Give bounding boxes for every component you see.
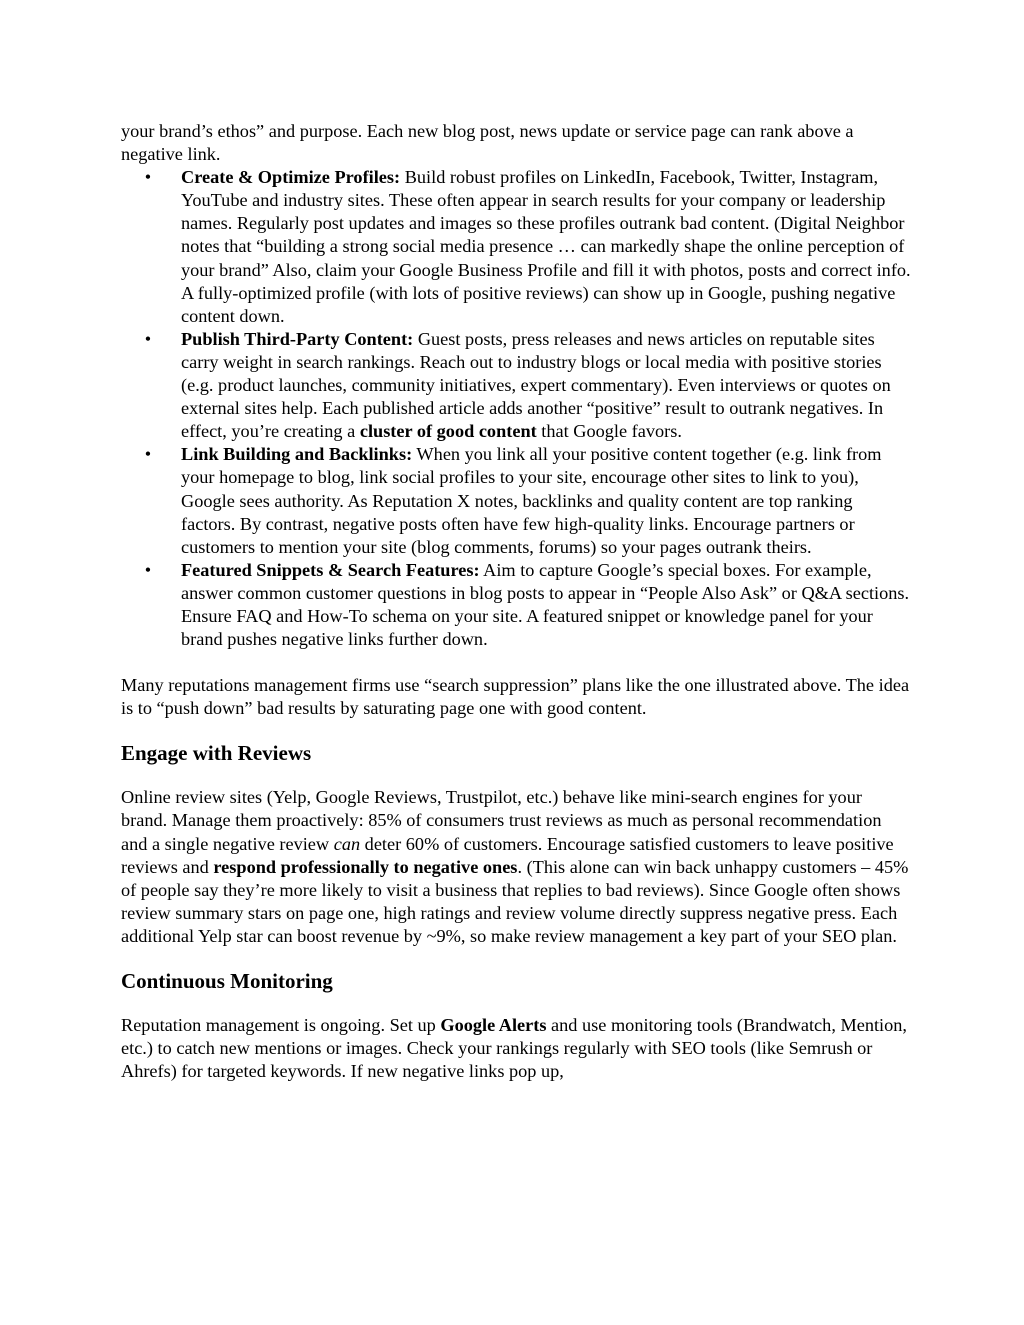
monitoring-paragraph [121,1014,911,1083]
list-item [121,328,911,443]
monitoring-text-1: Reputation management is ongoing. Set up [121,1015,441,1035]
list-item [121,166,911,328]
bullet-title: Link Building and Backlinks: [181,444,413,465]
bullet-title: Create & Optimize Profiles: [181,167,401,188]
bullet-text: Aim to capture Google’s special boxes. For example, answer common customer questions in blog posts to appear in “People Also Ask” or Q&A sections. Ensure FAQ and How-To schema on your site. A featured snippet or knowledge panel for your brand pushes negative links further down. [181,559,910,650]
bullet-title: Publish Third-Party Content: [181,328,414,349]
bullet-bold-phrase: cluster of good content [359,421,537,442]
bullet-text: Build robust profiles on LinkedIn, Facebook, Twitter, Instagram, YouTube and industry sites. These often appear in search results for your company or leadership names. Regularly post updates and images so these profiles outrank bad content. (Digital Neighbor notes that “building a strong social media presence … can markedly shape the online perception of your brand” Also, claim your Google Business Profile and fill it with photos, posts and correct info. A fully-optimized profile (with lots of positive reviews) can show up in Google, pushing negative content down. [181,167,911,326]
continuation-text: your brand’s ethos” and purpose. Each new blog post, news update or service page can rank above a negative link. [121,121,854,165]
bullet-icon: • [144,167,152,188]
spacer [121,766,911,786]
bullet-icon: • [144,559,152,580]
reviews-text-3: . (This alone can win back unhappy customers – 45% of people say they’re more likely to visit a business that replies to bad reviews). Since Google often shows review summary stars on page one, high ratings and review volume directly suppress negative press. Each additional Yelp star can boost revenue by ~9%, so make review management a key part of your SEO plan. [121,856,909,946]
bullet-title: Featured Snippets & Search Features: [181,559,480,580]
spacer [121,651,911,674]
spacer [121,948,911,968]
strategy-bullet-list [121,166,911,651]
bullet-text-after: that Google favors. [536,421,682,442]
reviews-bold-phrase: respond professionally to negative ones [213,856,518,877]
section-heading-monitoring: Continuous Monitoring [121,969,333,993]
summary-paragraph: Many reputations management firms use “search suppression” plans like the one illustrated above. The idea is to “push down” bad results by saturating page one with good content. [121,675,910,719]
reviews-paragraph [121,786,911,948]
section-heading-reviews: Engage with Reviews [121,741,312,766]
monitoring-bold-phrase: Google Alerts [440,1015,547,1035]
bullet-text: When you link all your positive content together (e.g. link from your homepage to blog, link social profiles to your site, encourage other sites to link to you), Google sees authority. As Reputation X notes, backlinks and quality content are top ranking factors. By contrast, negative posts often have few high-quality links. Encourage partners or customers to mention your site (blog comments, forums) so your pages outrank theirs. [181,444,882,557]
bullet-icon: • [144,328,152,349]
monitoring-text-2: and use monitoring tools (Brandwatch, Mention, etc.) to catch new mentions or images. Check your rankings regularly with SEO tools (like Semrush or Ahrefs) for targeted keywords. If new negative links pop up, [121,1015,907,1082]
bullet-icon: • [144,444,152,465]
spacer [121,994,911,1014]
spacer [121,720,911,740]
list-item [121,559,911,651]
reviews-italic-word: can [333,833,361,854]
document-page [121,120,911,1083]
reviews-text-2: deter 60% of customers. Encourage satisfied customers to leave positive reviews and [121,833,894,877]
reviews-text-1: Online review sites (Yelp, Google Reviews, Trustpilot, etc.) behave like mini-search engines for your brand. Manage them proactively: 85% of consumers trust reviews as much as personal recommendation and a single negative review [121,787,882,854]
bullet-text: Guest posts, press releases and news articles on reputable sites carry weight in search rankings. Reach out to industry blogs or local media with positive stories (e.g. product launches, community initiatives, expert commentary). Even interviews or quotes on external sites help. Each published article adds another “positive” result to outrank negatives. In effect, you’re creating a [181,328,891,442]
list-item [121,443,911,558]
